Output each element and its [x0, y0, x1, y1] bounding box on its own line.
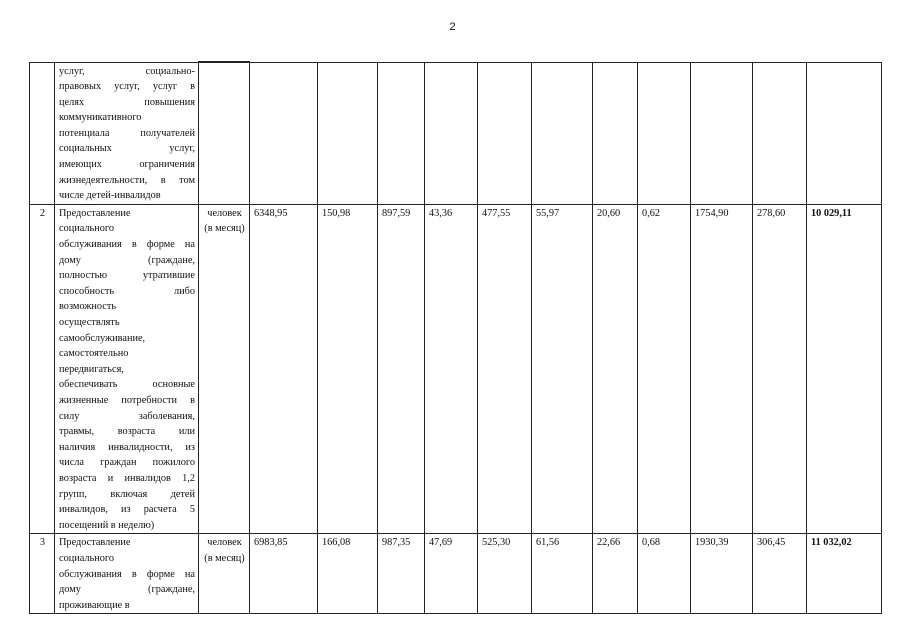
cost-value: 477,55: [478, 204, 532, 533]
description-line: наличия инвалидности, из: [59, 441, 195, 453]
description-line: обслуживания в форме на: [59, 239, 195, 251]
description-line: дому (граждане,: [59, 584, 195, 596]
cost-value: 1930,39: [691, 534, 753, 614]
cost-value: 6983,85: [250, 534, 318, 614]
cost-value: [378, 62, 425, 204]
cost-value: [425, 62, 478, 204]
description-line: осуществлять: [59, 317, 120, 328]
description-line: самостоятельно: [59, 348, 129, 360]
description-line: полностью утратившие: [59, 270, 195, 282]
service-description: [55, 62, 199, 204]
cost-value: [318, 62, 378, 204]
description-line: числе детей-инвалидов: [59, 190, 161, 202]
cost-value: 0,62: [638, 204, 691, 533]
description-line: жизненные потребности в: [59, 394, 195, 406]
description-line: обеспечивать основные: [59, 379, 195, 391]
description-line: целях повышения: [59, 96, 195, 108]
cost-value: 20,60: [593, 204, 638, 533]
cost-value: 0,68: [638, 534, 691, 614]
cost-value: [532, 62, 593, 204]
page-number: 2: [449, 21, 456, 33]
description-line: коммуникативного: [59, 112, 142, 124]
description-line: Предоставление: [59, 537, 131, 549]
total-value: 11 032,02: [807, 534, 882, 614]
service-description: [55, 534, 199, 614]
cost-value: 43,36: [425, 204, 478, 533]
row-index: [30, 62, 55, 204]
cost-value: [638, 62, 691, 204]
description-line: дому (граждане,: [59, 254, 195, 266]
service-description: [55, 204, 199, 533]
description-line: способность либо: [59, 285, 195, 297]
cost-value: 6348,95: [250, 204, 318, 533]
description-line: имеющих ограничения: [59, 159, 195, 171]
unit-of-measure: человек (в месяц): [199, 204, 250, 533]
description-line: жизнедеятельности, в том: [59, 174, 195, 186]
description-line: социального: [59, 223, 115, 235]
cost-value: 55,97: [532, 204, 593, 533]
cost-value: 47,69: [425, 534, 478, 614]
description-line: социальных услуг,: [59, 143, 195, 155]
description-line: потенциала получателей: [59, 127, 195, 139]
tariff-table: [29, 61, 882, 614]
cost-value: 61,56: [532, 534, 593, 614]
description-line: возможность: [59, 301, 117, 313]
unit-of-measure: человек (в месяц): [199, 534, 250, 614]
unit-of-measure: [199, 62, 250, 204]
cost-value: 897,59: [378, 204, 425, 533]
description-line: социального: [59, 552, 115, 564]
description-line: травмы, возраста или: [59, 426, 195, 438]
description-line: самообслуживание,: [59, 332, 146, 344]
cost-value: [478, 62, 532, 204]
cost-value: 22,66: [593, 534, 638, 614]
description-line: силу заболевания,: [59, 410, 195, 422]
description-line: числа граждан пожилого: [59, 457, 195, 469]
cost-value: 525,30: [478, 534, 532, 614]
description-line: возраста и инвалидов 1,2: [59, 472, 195, 484]
total-value: 10 029,11: [807, 204, 882, 533]
description-line: групп, включая детей: [59, 488, 195, 500]
description-line: обслуживания в форме на: [59, 568, 195, 580]
cost-value: 278,60: [753, 204, 807, 533]
description-line: передвигаться,: [59, 363, 124, 375]
cost-value: 166,08: [318, 534, 378, 614]
total-value: [807, 62, 882, 204]
description-line: инвалидов, из расчета 5: [59, 504, 195, 516]
table-row: [30, 62, 882, 204]
description-line: правовых услуг, услуг в: [59, 81, 195, 93]
cost-value: 987,35: [378, 534, 425, 614]
description-line: Предоставление: [59, 207, 131, 219]
cost-value: [753, 62, 807, 204]
description-line: услуг, социально-: [59, 65, 195, 77]
table-row: [30, 204, 882, 533]
table-row: [30, 534, 882, 614]
description-line: посещений в неделю): [59, 519, 155, 531]
cost-value: 1754,90: [691, 204, 753, 533]
row-index: 3: [30, 534, 55, 614]
description-line: проживающие в: [59, 599, 130, 611]
cost-value: 306,45: [753, 534, 807, 614]
cost-value: [250, 62, 318, 204]
cost-value: 150,98: [318, 204, 378, 533]
row-index: 2: [30, 204, 55, 533]
cost-value: [593, 62, 638, 204]
cost-value: [691, 62, 753, 204]
